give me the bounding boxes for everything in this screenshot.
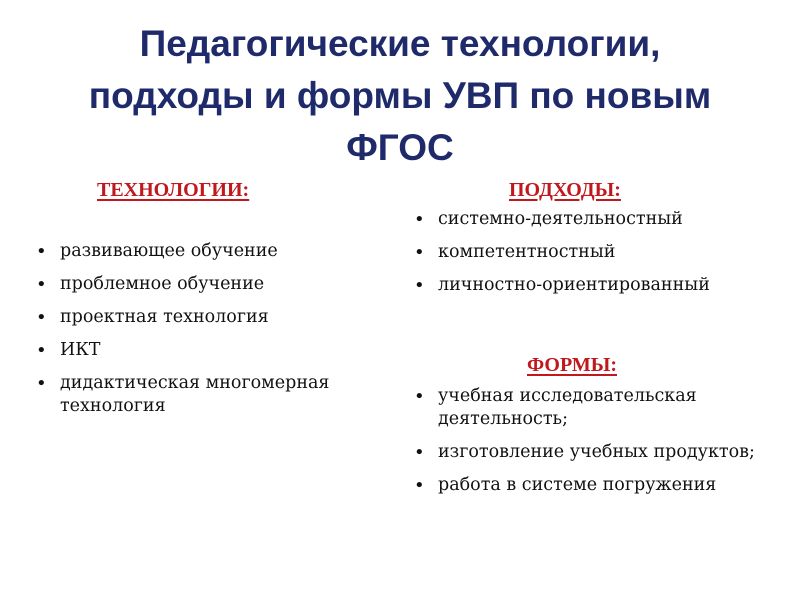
slide-title	[40, 18, 760, 174]
forms-list	[410, 385, 780, 507]
list-item: • учебная исследовательская деятельность;	[410, 385, 780, 431]
title-line: подходы и формы УВП по новым	[88, 75, 712, 116]
title-line: ФГОС	[346, 127, 454, 168]
list-item: • проектная технология	[32, 306, 382, 329]
list-item: • изготовление учебных продуктов;	[410, 441, 780, 464]
list-item: • личностно-ориентированный	[410, 274, 780, 297]
technologies-heading: ТЕХНОЛОГИИ:	[97, 179, 250, 201]
list-item: • системно-деятельностный	[410, 208, 780, 231]
forms-heading: ФОРМЫ:	[527, 354, 617, 376]
list-item: • ИКТ	[32, 339, 382, 362]
list-item: • компетентностный	[410, 241, 780, 264]
approaches-heading: ПОДХОДЫ:	[509, 179, 621, 201]
title-line: Педагогические технологии,	[139, 23, 661, 64]
list-item: • работа в системе погружения	[410, 474, 780, 497]
list-item: • развивающее обучение	[32, 240, 382, 263]
list-item: • дидактическая многомерная технология	[32, 372, 382, 418]
approaches-list	[410, 208, 780, 307]
list-item: • проблемное обучение	[32, 273, 382, 296]
technologies-list	[32, 240, 382, 428]
